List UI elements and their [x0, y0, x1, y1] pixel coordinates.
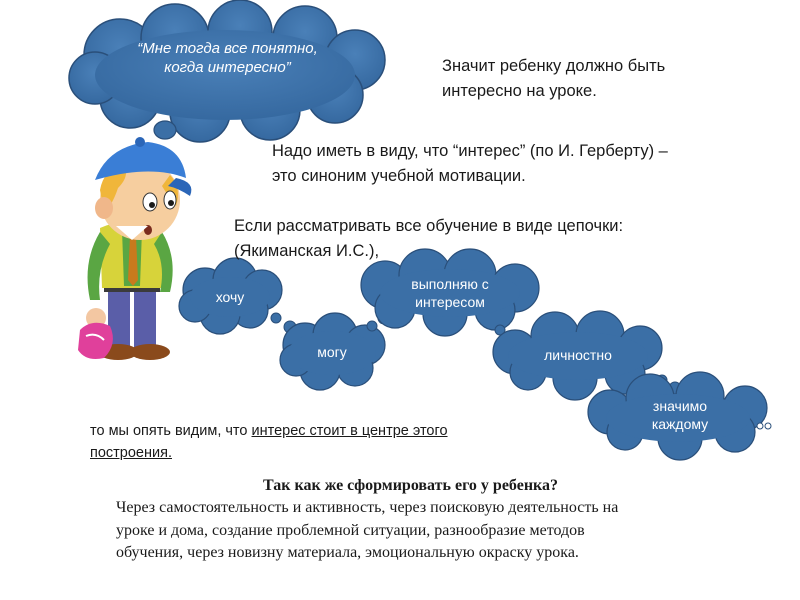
- answer-line-2: уроке и дома, создание проблемной ситуации, разнообразие методов: [116, 521, 585, 539]
- intro-line-1: Значит ребенку должно быть: [442, 57, 666, 75]
- answer-paragraph: [116, 497, 618, 565]
- thought-line-2: когда интересно”: [164, 58, 291, 76]
- conclusion-prefix: то мы опять видим, что: [90, 423, 252, 439]
- chain-label-want: хочу: [215, 289, 245, 305]
- boy-illustration: [78, 137, 191, 360]
- conclusion-paragraph: [90, 421, 448, 465]
- chain-intro-line-2: (Якиманская И.С.),: [234, 241, 380, 260]
- thought-line-1: “Мне тогда все понятно,: [137, 40, 318, 57]
- conclusion-underlined-1: интерес стоит в центре этого: [251, 423, 448, 439]
- answer-line-1: Через самостоятельность и активность, через поисковую деятельность на: [116, 499, 619, 516]
- chain-label-can: могу: [317, 344, 347, 360]
- chain-intro-line-1: Если рассматривать все обучение в виде цепочки:: [234, 217, 624, 235]
- conclusion-line-1: [90, 421, 448, 443]
- herbart-line-1: Надо иметь в виду, что “интерес” (по И. Герберту) –: [272, 142, 668, 160]
- conclusion-underlined-2: построения.: [90, 444, 172, 461]
- cloud-significant-tail: [757, 423, 771, 429]
- chain-label-do: [380, 276, 520, 311]
- thought-bubble-text: [115, 40, 340, 78]
- chain-intro-paragraph: [234, 214, 623, 264]
- intro-line-2: интересно на уроке.: [442, 81, 597, 100]
- herbart-line-2: это синоним учебной мотивации.: [272, 166, 526, 185]
- intro-paragraph: [442, 54, 665, 104]
- chain-label-do-line-2: интересом: [415, 293, 485, 310]
- answer-line-3: обучения, через новизну материала, эмоциональную окраску урока.: [116, 544, 579, 562]
- chain-label-personal: личностно: [544, 347, 612, 363]
- chain-label-significant: [630, 398, 730, 433]
- chain-label-significant-line-2: каждому: [651, 415, 709, 432]
- chain-label-significant-line-1: значимо: [652, 398, 708, 414]
- herbart-paragraph: [272, 139, 668, 189]
- question-heading: Так как же сформировать его у ребенка?: [263, 477, 559, 494]
- conclusion-line-2: [90, 443, 448, 465]
- chain-label-do-line-1: выполняю с: [411, 276, 489, 292]
